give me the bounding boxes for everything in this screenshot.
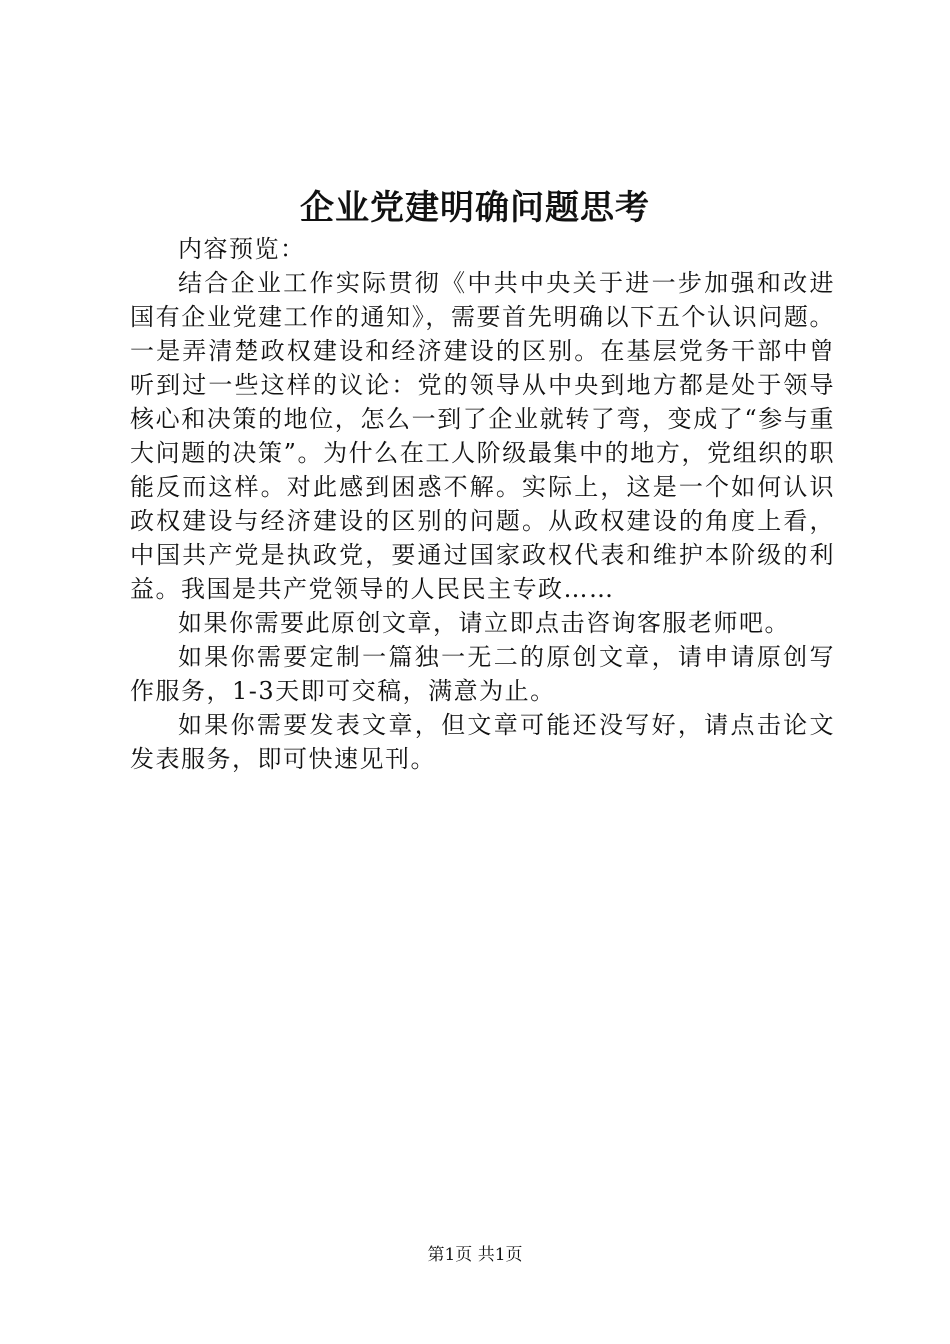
publishing-paragraph: 如果你需要发表文章，但文章可能还没写好，请点击论文发表服务，即可快速见刊。 [130,711,835,773]
consult-paragraph: 如果你需要此原创文章，请立即点击咨询客服老师吧。 [178,609,790,637]
document-body [130,232,835,776]
custom-writing-paragraph: 如果你需要定制一篇独一无二的原创文章，请申请原创写作服务，1-3天即可交稿，满意为止。 [130,643,835,705]
preview-paragraph: 结合企业工作实际贯彻《中共中央关于进一步加强和改进国有企业党建工作的通知》，需要首先明确以下五个认识问题。一是弄清楚政权建设和经济建设的区别。在基层党务干部中曾听到过一些这样的议论：党的领导从中央到地方都是处于领导核心和决策的地位，怎么一到了企业就转了弯，变成了“参与重大问题的决策”。为什么在工人阶级最集中的地方，党组织的职能反而这样。对此感到困惑不解。实际上，这是一个如何认识政权建设与经济建设的区别的问题。从政权建设的角度上看，中国共产党是执政党，要通过国家政权代表和维护本阶级的利益。我国是共产党领导的人民民主专政…… [130,269,835,603]
preview-label: 内容预览： [178,235,306,263]
page-footer: 第1页 共1页 [427,1245,523,1265]
document-title: 企业党建明确问题思考 [300,188,650,228]
